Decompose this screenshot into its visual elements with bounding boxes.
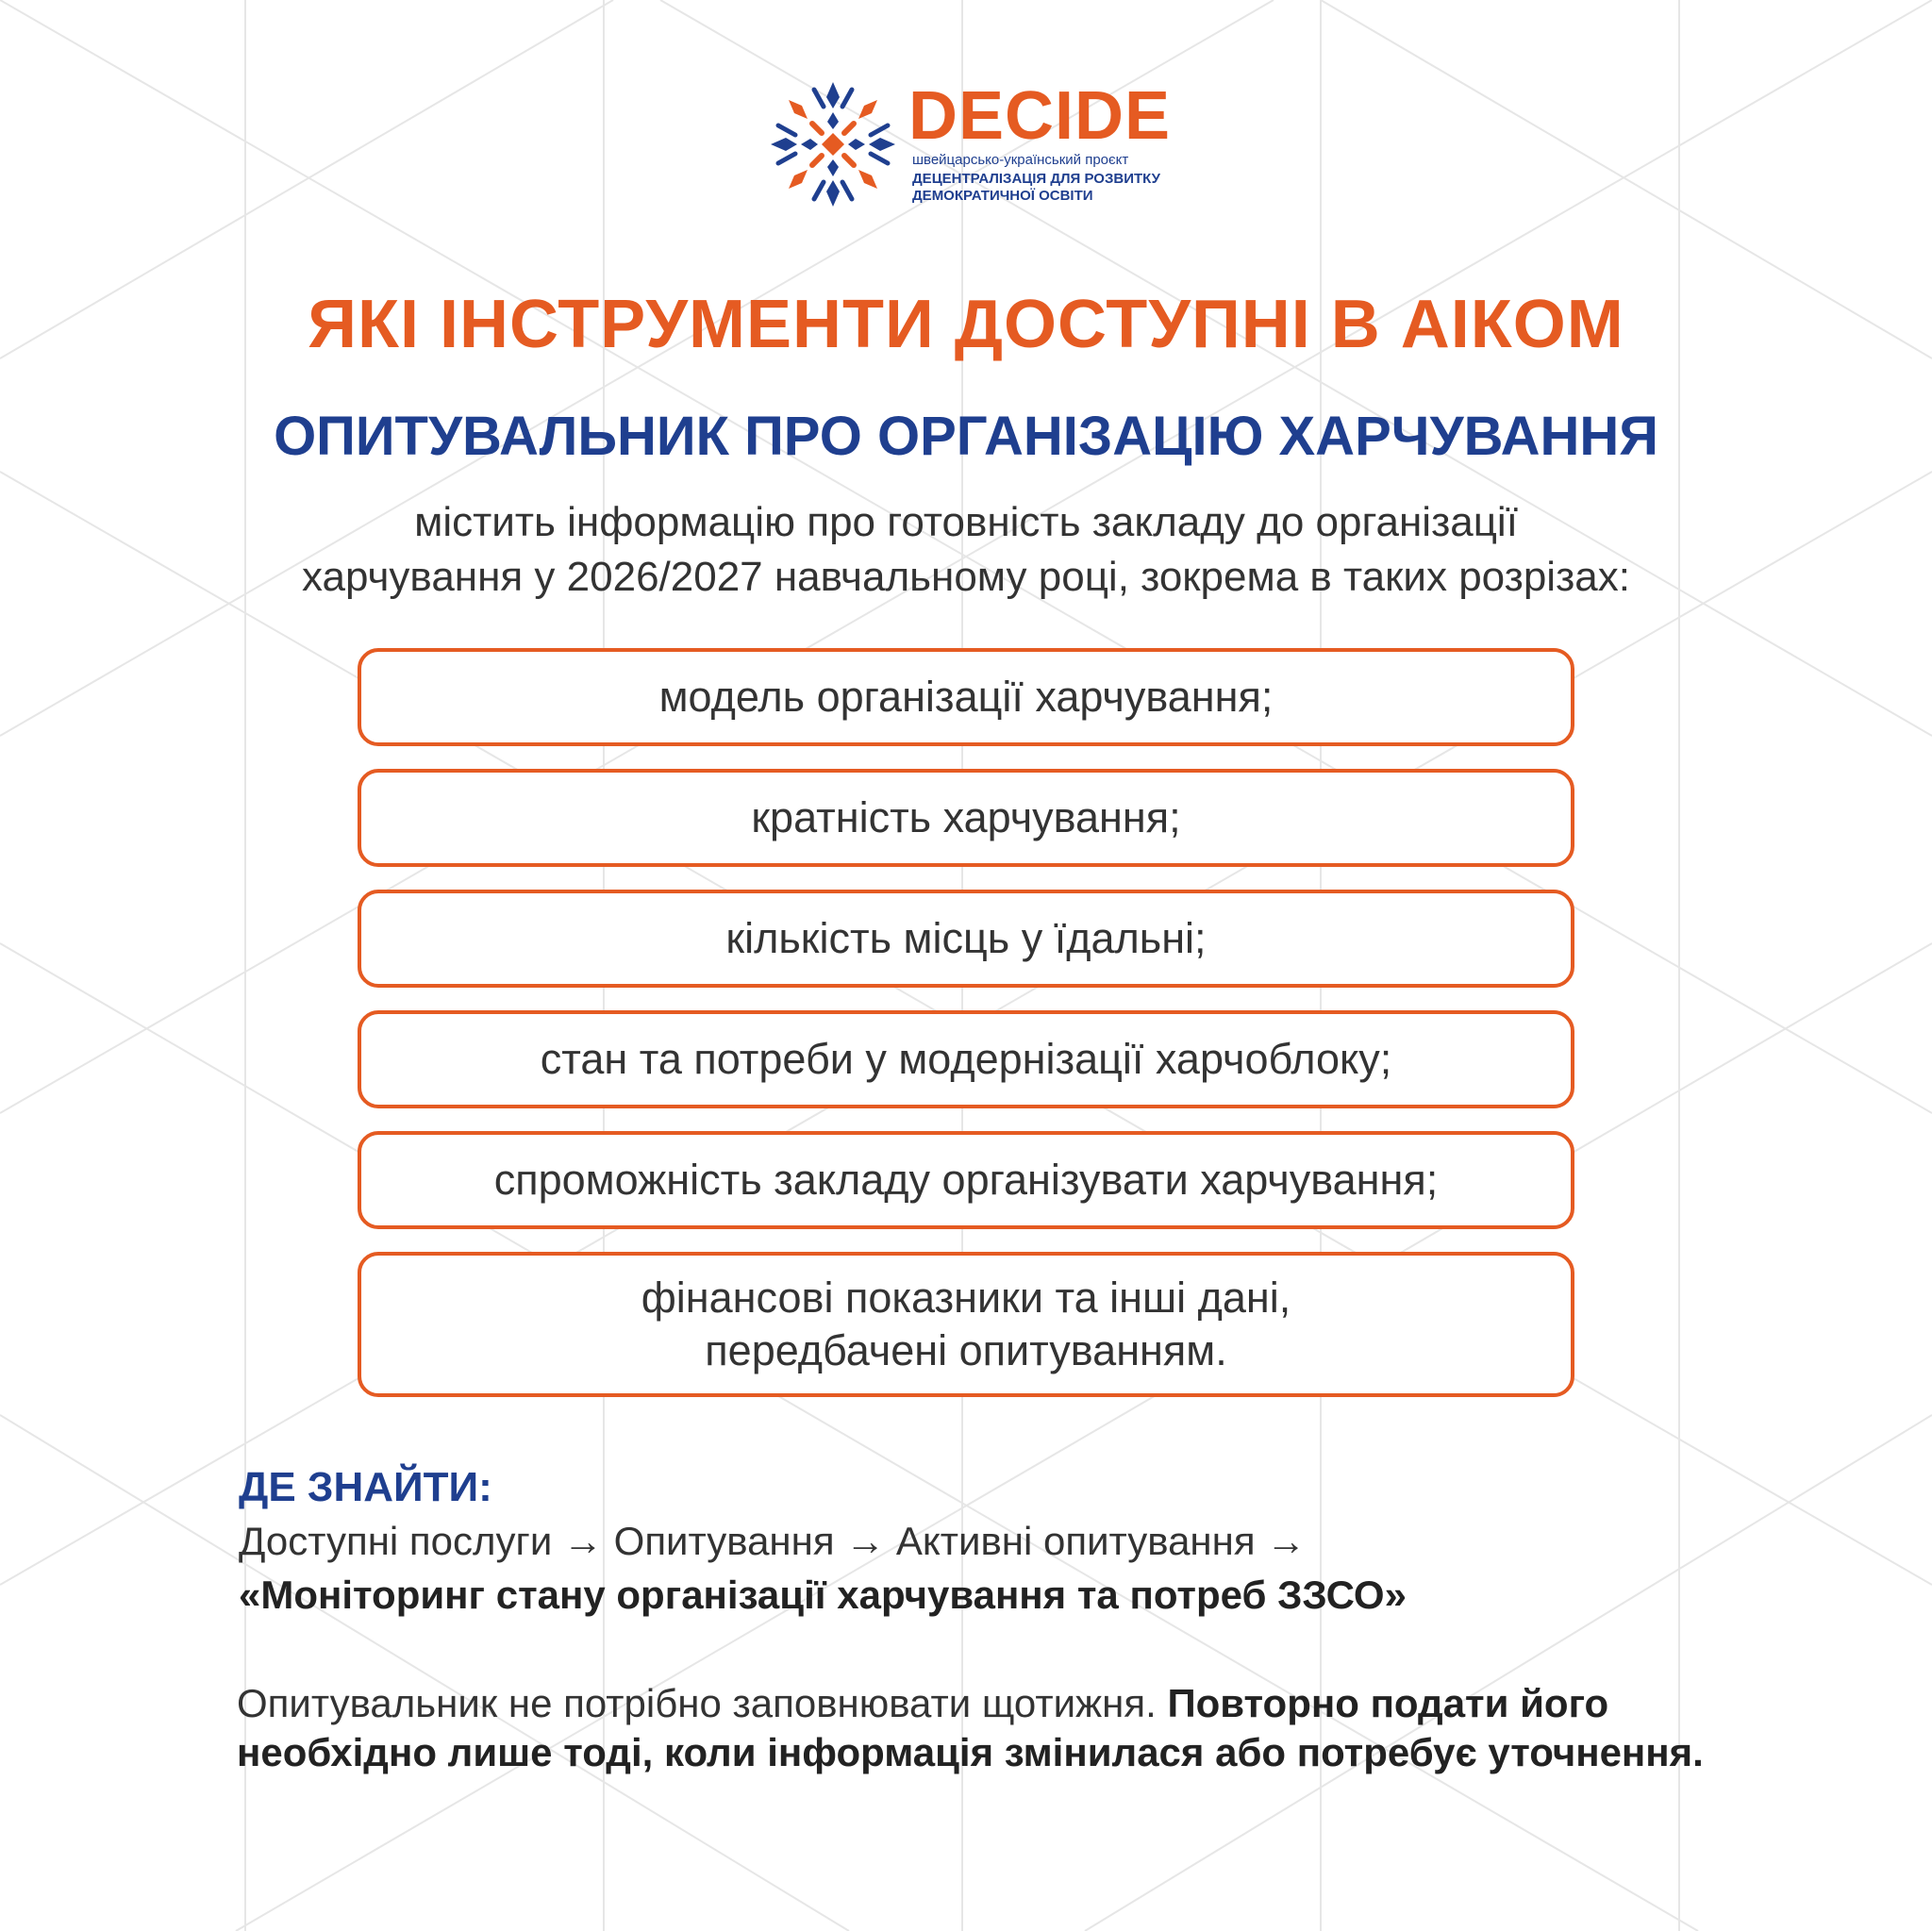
topic-item [358,1131,1574,1229]
logo-wordmark: DECIDE [908,78,1172,154]
logo-subtitle-2: ДЕЦЕНТРАЛІЗАЦІЯ ДЛЯ РОЗВИТКУ [912,171,1161,187]
page-title: ЯКІ ІНСТРУМЕНТИ ДОСТУПНІ В АІКОМ [308,287,1624,362]
note-bold: Повторно подати його необхідно лише тоді, коли інформація змінилася або потребує уточнення. [237,1681,1704,1774]
topic-item [358,1010,1574,1108]
navigation-path: Доступні послуги → Опитування → Активні опитування → [239,1519,1307,1563]
topic-item [358,648,1574,746]
logo-subtitle-3: ДЕМОКРАТИЧНОЇ ОСВІТИ [912,188,1093,204]
decide-logo [769,78,1172,212]
topic-item-label-line-1: фінансові показники та інші дані, [641,1273,1291,1322]
topic-item-label: спроможність закладу організувати харчування; [493,1156,1439,1204]
topic-item [358,1252,1574,1397]
note-text [237,1679,1708,1777]
intro-line-2: харчування у 2026/2027 навчальному році, зокрема в таких розрізах: [302,554,1630,600]
topic-item-label: стан та потреби у модернізації харчоблоку; [540,1035,1392,1083]
intro-line-1: містить інформацію про готовність закладу до організації [414,499,1518,545]
topic-item-label: кратність харчування; [751,793,1181,841]
intro-text [132,495,1800,605]
section-subtitle: ОПИТУВАЛЬНИК ПРО ОРГАНІЗАЦІЮ ХАРЧУВАННЯ [274,406,1658,467]
snowflake-ornament-icon [769,80,897,208]
note-plain: Опитувальник не потрібно заповнювати щотижня. [237,1681,1157,1725]
survey-name: «Моніторинг стану організації харчування та потреб ЗЗСО» [239,1573,1407,1617]
logo-subtitle-1: швейцарсько-український проєкт [912,152,1129,168]
topic-item-label-line-2: передбачені опитуванням. [705,1326,1227,1374]
topics-list [358,648,1574,1420]
topic-item [358,890,1574,988]
topic-item-label: кількість місць у їдальні; [725,914,1207,962]
where-title: ДЕ ЗНАЙТИ: [239,1464,492,1510]
topic-item [358,769,1574,867]
where-to-find [239,1460,1842,1623]
topic-item-label: модель організації харчування; [658,673,1274,721]
